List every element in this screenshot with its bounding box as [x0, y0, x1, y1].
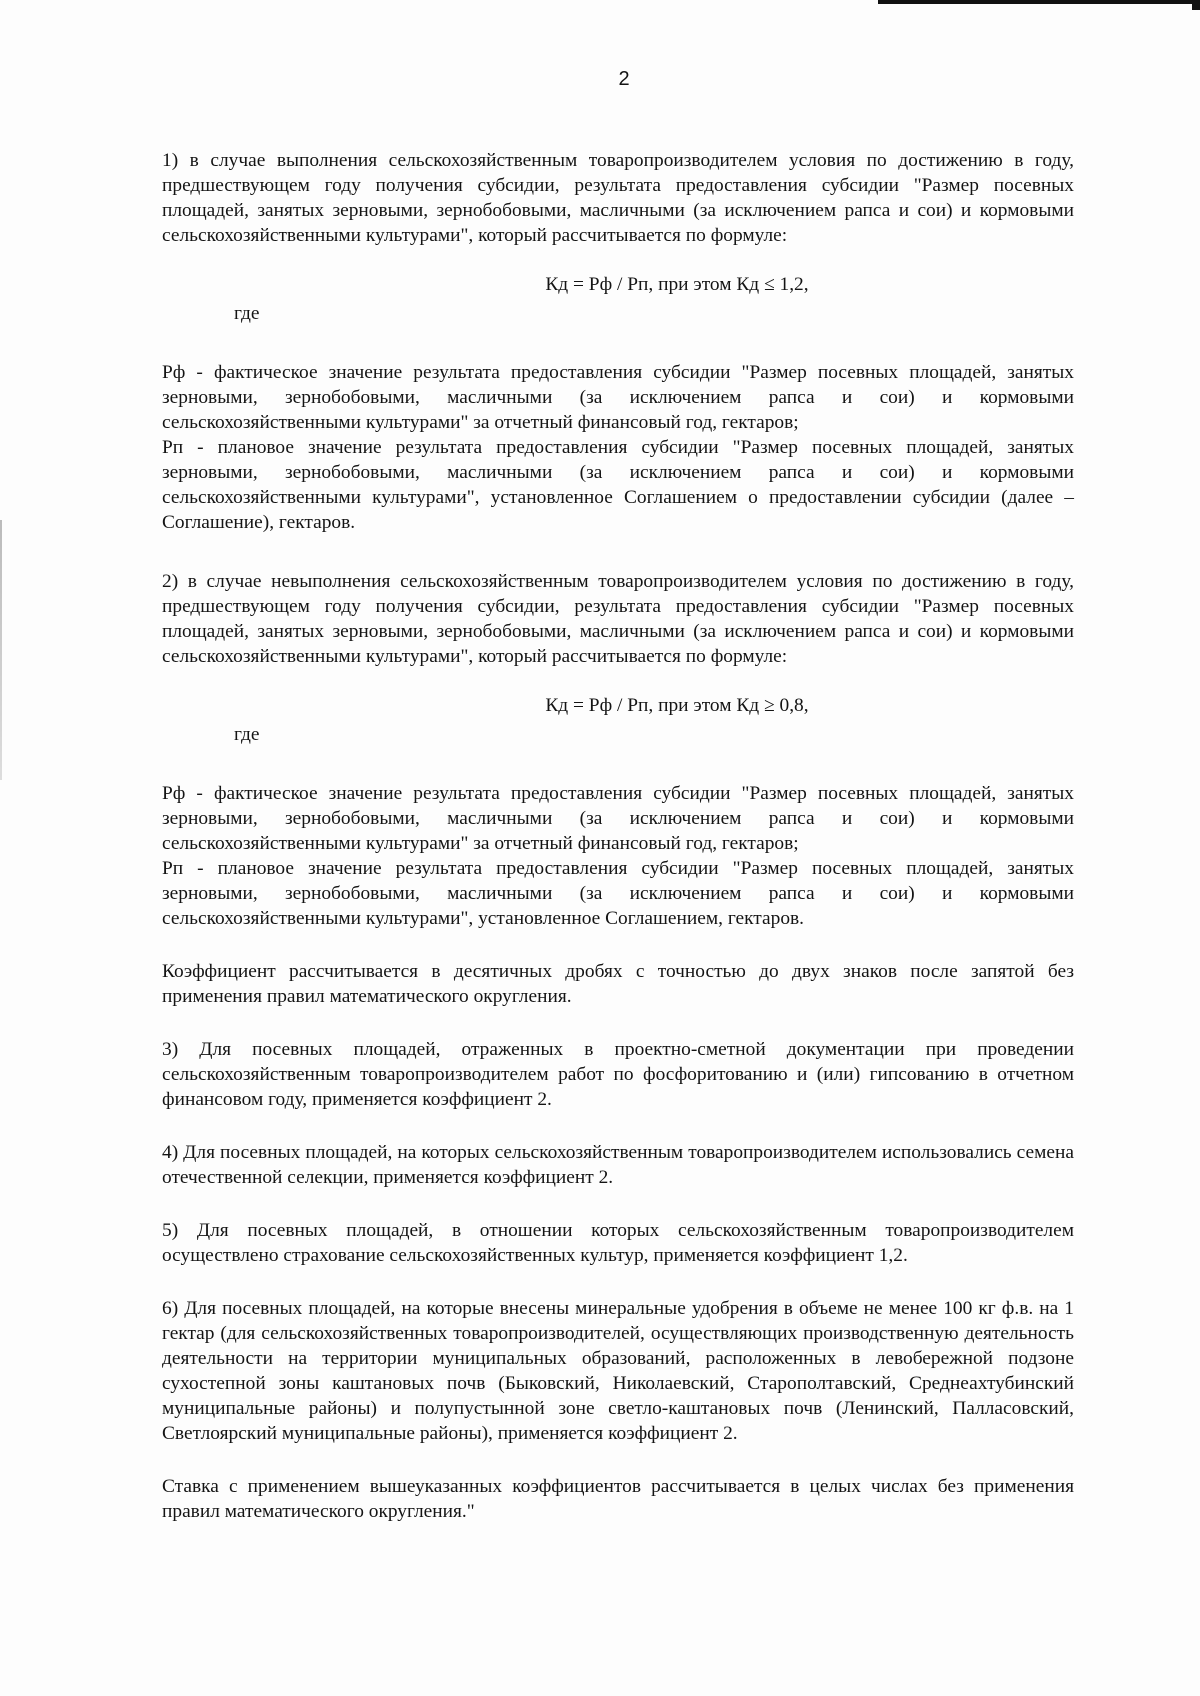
- scan-left-edge-mark: [0, 520, 2, 780]
- document-body: [162, 148, 1074, 1524]
- paragraph-6: 6) Для посевных площадей, на которые внесены минеральные удобрения в объеме не менее 100 кг ф.в. на 1 гектар (для сельскохозяйственных товаропроизводителей, осуществляющих производственную деятельность деятельности на территории муниципальных образований, расположенных в левобережной подзоне сухостепной зоны каштановых почв (Быковский, Николаевский, Старополтавский, Среднеахтубинский муниципальные районы) и полупустынной зоне светло-каштановых почв (Ленинский, Палласовский, Светлоярский муниципальные районы), применяется коэффициент 2.: [162, 1298, 1074, 1444]
- paragraph-1: 1) в случае выполнения сельскохозяйственным товаропроизводителем условия по достижению в году, предшествующем году получения субсидии, результата предоставления субсидии "Размер посевных площадей, занятых зерновыми, зернобобовыми, масличными (за исключением рапса и сои) и кормовыми сельскохозяйственными культурами", который рассчитывается по формуле:: [162, 150, 1074, 246]
- page-number: 2: [618, 68, 630, 90]
- paragraph-rf-2: Рф - фактическое значение результата предоставления субсидии "Размер посевных площадей, занятых зерновыми, зернобобовыми, масличными (за исключением рапса и сои) и кормовыми сельскохозяйственными культурами" за отчетный финансовый год, гектаров;: [162, 783, 1074, 854]
- paragraph-2: 2) в случае невыполнения сельскохозяйственным товаропроизводителем условия по достижению в году, предшествующем году получения субсидии, результата предоставления субсидии "Размер посевных площадей, занятых зерновыми, зернобобовыми, масличными (за исключением рапса и сои) и кормовыми сельскохозяйственными культурами", который рассчитывается по формуле:: [162, 571, 1074, 667]
- paragraph-rp-1: Рп - плановое значение результата предоставления субсидии "Размер посевных площадей, занятых зерновыми, зернобобовыми, масличными (за исключением рапса и сои) и кормовыми сельскохозяйственными культурами", установленное Соглашением о предоставлении субсидии (далее – Соглашение), гектаров.: [162, 437, 1074, 533]
- paragraph-rp-2: Рп - плановое значение результата предоставления субсидии "Размер посевных площадей, занятых зерновыми, зернобобовыми, масличными (за исключением рапса и сои) и кормовыми сельскохозяйственными культурами", установленное Соглашением, гектаров.: [162, 858, 1074, 929]
- formula-2: Кд = Рф / Рп, при этом Кд ≥ 0,8,: [545, 695, 809, 716]
- paragraph-5: 5) Для посевных площадей, в отношении которых сельскохозяйственным товаропроизводителем осуществлено страхование сельскохозяйственных культур, применяется коэффициент 1,2.: [162, 1220, 1074, 1266]
- paragraph-rf-1: Рф - фактическое значение результата предоставления субсидии "Размер посевных площадей, занятых зерновыми, зернобобовыми, масличными (за исключением рапса и сои) и кормовыми сельскохозяйственными культурами" за отчетный финансовый год, гектаров;: [162, 362, 1074, 433]
- scan-edge-mark: [878, 0, 1200, 4]
- paragraph-rate: Ставка с применением вышеуказанных коэффициентов рассчитывается в целых числах без применения правил математического округления.": [162, 1476, 1074, 1522]
- where-label-2: где: [234, 724, 260, 745]
- formula-1: Кд = Рф / Рп, при этом Кд ≤ 1,2,: [545, 274, 809, 295]
- paragraph-3: 3) Для посевных площадей, отраженных в проектно-сметной документации при проведении сельскохозяйственным товаропроизводителем работ по фосфоритованию и (или) гипсованию в отчетном финансовом году, применяется коэффициент 2.: [162, 1039, 1074, 1110]
- paragraph-coefficient: Коэффициент рассчитывается в десятичных дробях с точностью до двух знаков после запятой без применения правил математического округления.: [162, 961, 1074, 1007]
- scan-edge-mark-end: [1192, 0, 1200, 10]
- paragraph-4: 4) Для посевных площадей, на которых сельскохозяйственным товаропроизводителем использовались семена отечественной селекции, применяется коэффициент 2.: [162, 1142, 1074, 1188]
- where-label-1: где: [234, 303, 260, 324]
